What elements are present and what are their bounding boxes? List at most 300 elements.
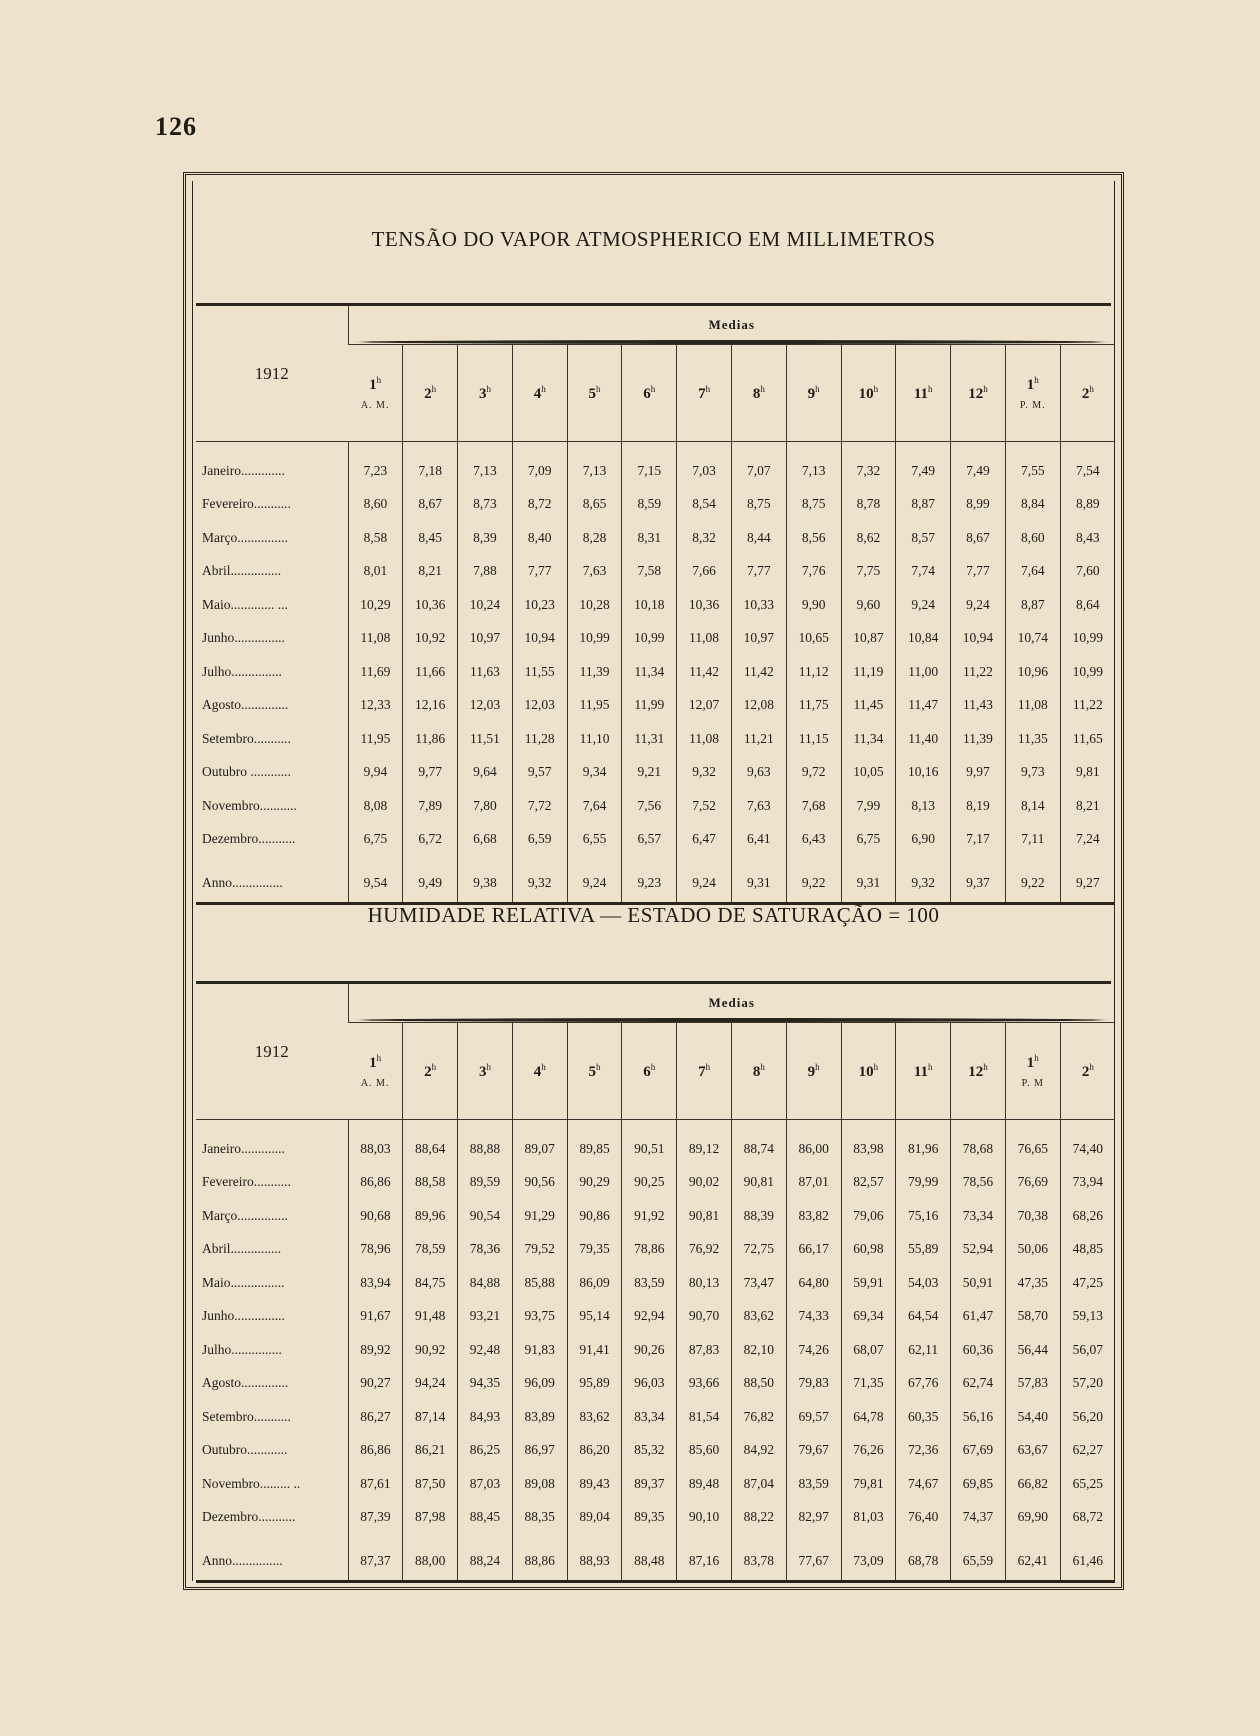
value-cell: 89,04 xyxy=(567,1501,622,1535)
value-cell: 58,70 xyxy=(1005,1300,1060,1334)
value-cell: 90,81 xyxy=(731,1166,786,1200)
value-cell: 11,08 xyxy=(677,722,732,756)
value-cell: 8,75 xyxy=(731,488,786,522)
hour-header xyxy=(512,345,567,442)
value-cell: 11,55 xyxy=(512,655,567,689)
value-cell: 7,18 xyxy=(403,454,458,488)
value-cell: 6,90 xyxy=(896,823,951,857)
value-cell: 83,62 xyxy=(567,1400,622,1434)
medias-brace xyxy=(355,1018,1110,1022)
value-cell: 10,33 xyxy=(731,588,786,622)
value-cell: 55,89 xyxy=(896,1233,951,1267)
value-cell: 12,08 xyxy=(731,689,786,723)
value-cell: 10,29 xyxy=(348,588,403,622)
value-cell: 50,06 xyxy=(1005,1233,1060,1267)
value-cell: 9,90 xyxy=(786,588,841,622)
hour-suffix: h xyxy=(873,383,879,394)
table-row xyxy=(196,622,1115,656)
value-cell: 8,01 xyxy=(348,555,403,589)
vapor-body xyxy=(196,442,1115,904)
value-cell: 9,77 xyxy=(403,756,458,790)
hour-number: 12 xyxy=(968,385,984,402)
value-cell: 9,32 xyxy=(896,866,951,904)
hour-header xyxy=(677,345,732,442)
hour-header xyxy=(567,345,622,442)
hour-header xyxy=(841,1023,896,1120)
row-label: Julho............... xyxy=(202,1341,282,1357)
value-cell: 62,11 xyxy=(896,1333,951,1367)
value-cell: 87,14 xyxy=(403,1400,458,1434)
value-cell: 8,45 xyxy=(403,521,458,555)
value-cell: 88,24 xyxy=(458,1544,513,1582)
hour-number: 5 xyxy=(588,385,597,402)
value-cell: 9,57 xyxy=(512,756,567,790)
value-cell: 11,99 xyxy=(622,689,677,723)
value-cell: 11,51 xyxy=(458,722,513,756)
value-cell: 90,86 xyxy=(567,1199,622,1233)
value-cell: 91,67 xyxy=(348,1300,403,1334)
value-cell: 8,43 xyxy=(1060,521,1115,555)
hour-number: 6 xyxy=(643,385,651,402)
value-cell: 7,23 xyxy=(348,454,403,488)
value-cell: 85,32 xyxy=(622,1434,677,1468)
value-cell: 72,75 xyxy=(731,1233,786,1267)
row-label: Março............... xyxy=(202,529,288,545)
table-row xyxy=(196,555,1115,589)
value-cell: 89,43 xyxy=(567,1467,622,1501)
value-cell: 10,92 xyxy=(403,622,458,656)
value-cell: 47,35 xyxy=(1005,1266,1060,1300)
value-cell: 7,77 xyxy=(951,555,1006,589)
value-cell: 75,16 xyxy=(896,1199,951,1233)
value-cell: 64,78 xyxy=(841,1400,896,1434)
value-cell: 9,21 xyxy=(622,756,677,790)
value-cell: 88,22 xyxy=(731,1501,786,1535)
value-cell: 9,32 xyxy=(512,866,567,904)
value-cell: 87,04 xyxy=(731,1467,786,1501)
value-cell: 56,44 xyxy=(1005,1333,1060,1367)
value-cell: 88,74 xyxy=(731,1132,786,1166)
value-cell: 6,75 xyxy=(348,823,403,857)
value-cell: 8,19 xyxy=(951,789,1006,823)
value-cell: 11,31 xyxy=(622,722,677,756)
hour-header xyxy=(1005,345,1060,442)
value-cell: 10,74 xyxy=(1005,622,1060,656)
value-cell: 9,24 xyxy=(567,866,622,904)
value-cell: 91,92 xyxy=(622,1199,677,1233)
row-label: Outubro ............ xyxy=(202,764,291,780)
value-cell: 83,59 xyxy=(786,1467,841,1501)
hour-header xyxy=(622,345,677,442)
value-cell: 7,49 xyxy=(951,454,1006,488)
hour-number: 10 xyxy=(858,1063,874,1080)
value-cell: 63,67 xyxy=(1005,1434,1060,1468)
value-cell: 67,69 xyxy=(951,1434,1006,1468)
value-cell: 86,86 xyxy=(348,1166,403,1200)
hour-suffix: h xyxy=(815,383,820,394)
row-label: Junho............... xyxy=(202,630,285,646)
value-cell: 56,16 xyxy=(951,1400,1006,1434)
value-cell: 83,34 xyxy=(622,1400,677,1434)
hour-suffix: h xyxy=(815,1061,820,1072)
value-cell: 87,83 xyxy=(677,1333,732,1367)
hour-suffix: h xyxy=(928,1061,933,1072)
value-cell: 11,66 xyxy=(403,655,458,689)
hour-suffix: h xyxy=(650,1061,656,1072)
value-cell: 7,52 xyxy=(677,789,732,823)
value-cell: 76,69 xyxy=(1005,1166,1060,1200)
row-label: Setembro........... xyxy=(202,1408,291,1424)
value-cell: 90,10 xyxy=(677,1501,732,1535)
value-cell: 10,94 xyxy=(951,622,1006,656)
year-header: 1912 xyxy=(196,984,348,1120)
value-cell: 79,83 xyxy=(786,1367,841,1401)
hour-header xyxy=(458,345,513,442)
value-cell: 89,08 xyxy=(512,1467,567,1501)
medias-brace xyxy=(355,340,1110,344)
value-cell: 74,67 xyxy=(896,1467,951,1501)
table-title-vapor: TENSÃO DO VAPOR ATMOSPHERICO EM MILLIMETROS xyxy=(371,227,936,251)
value-cell: 90,92 xyxy=(403,1333,458,1367)
row-label: Janeiro............. xyxy=(202,1140,285,1156)
value-cell: 78,96 xyxy=(348,1233,403,1267)
value-cell: 6,72 xyxy=(403,823,458,857)
hour-suffix: h xyxy=(541,1061,546,1072)
value-cell: 10,99 xyxy=(1060,622,1115,656)
value-cell: 11,86 xyxy=(403,722,458,756)
value-cell: 7,32 xyxy=(841,454,896,488)
table-row xyxy=(196,1132,1115,1166)
value-cell: 89,59 xyxy=(458,1166,513,1200)
value-cell: 92,48 xyxy=(458,1333,513,1367)
value-cell: 8,44 xyxy=(731,521,786,555)
value-cell: 94,24 xyxy=(403,1367,458,1401)
value-cell: 6,75 xyxy=(841,823,896,857)
value-cell: 8,87 xyxy=(896,488,951,522)
value-cell: 83,98 xyxy=(841,1132,896,1166)
value-cell: 8,39 xyxy=(458,521,513,555)
value-cell: 88,88 xyxy=(458,1132,513,1166)
value-cell: 79,35 xyxy=(567,1233,622,1267)
value-cell: 81,03 xyxy=(841,1501,896,1535)
row-label: Outubro............ xyxy=(202,1442,288,1458)
value-cell: 7,68 xyxy=(786,789,841,823)
value-cell: 90,26 xyxy=(622,1333,677,1367)
row-label: Dezembro........... xyxy=(202,831,296,847)
value-cell: 86,21 xyxy=(403,1434,458,1468)
value-cell: 8,40 xyxy=(512,521,567,555)
hour-number: 7 xyxy=(698,1063,706,1080)
value-cell: 88,93 xyxy=(567,1544,622,1582)
value-cell: 90,51 xyxy=(622,1132,677,1166)
value-cell: 7,58 xyxy=(622,555,677,589)
hour-header xyxy=(1060,1023,1115,1120)
value-cell: 7,64 xyxy=(567,789,622,823)
value-cell: 9,32 xyxy=(677,756,732,790)
value-cell: 81,96 xyxy=(896,1132,951,1166)
value-cell: 80,13 xyxy=(677,1266,732,1300)
value-cell: 88,35 xyxy=(512,1501,567,1535)
value-cell: 6,41 xyxy=(731,823,786,857)
value-cell: 11,75 xyxy=(786,689,841,723)
hour-number: 11 xyxy=(913,385,929,402)
hour-suffix: h xyxy=(486,383,491,394)
hour-number: 12 xyxy=(968,1063,984,1080)
value-cell: 11,08 xyxy=(677,622,732,656)
value-cell: 86,20 xyxy=(567,1434,622,1468)
value-cell: 78,36 xyxy=(458,1233,513,1267)
table-title-humidity: HUMIDADE RELATIVA — ESTADO DE SATURAÇÃO = 100 xyxy=(367,903,940,927)
value-cell: 69,57 xyxy=(786,1400,841,1434)
value-cell: 9,72 xyxy=(786,756,841,790)
value-cell: 87,61 xyxy=(348,1467,403,1501)
hour-header xyxy=(348,345,403,442)
value-cell: 7,77 xyxy=(731,555,786,589)
value-cell: 95,14 xyxy=(567,1300,622,1334)
value-cell: 8,32 xyxy=(677,521,732,555)
value-cell: 82,10 xyxy=(731,1333,786,1367)
value-cell: 10,97 xyxy=(458,622,513,656)
value-cell: 7,07 xyxy=(731,454,786,488)
value-cell: 67,76 xyxy=(896,1367,951,1401)
hour-suffix: h xyxy=(928,383,933,394)
value-cell: 79,06 xyxy=(841,1199,896,1233)
table-row xyxy=(196,1166,1115,1200)
value-cell: 84,88 xyxy=(458,1266,513,1300)
value-cell: 7,13 xyxy=(786,454,841,488)
hour-suffix: h xyxy=(1089,383,1094,394)
value-cell: 54,03 xyxy=(896,1266,951,1300)
value-cell: 6,68 xyxy=(458,823,513,857)
value-cell: 50,91 xyxy=(951,1266,1006,1300)
value-cell: 83,78 xyxy=(731,1544,786,1582)
value-cell: 66,82 xyxy=(1005,1467,1060,1501)
value-cell: 10,87 xyxy=(841,622,896,656)
hour-number: 1 xyxy=(369,377,377,393)
value-cell: 88,58 xyxy=(403,1166,458,1200)
value-cell: 7,54 xyxy=(1060,454,1115,488)
value-cell: 7,09 xyxy=(512,454,567,488)
value-cell: 82,97 xyxy=(786,1501,841,1535)
value-cell: 86,97 xyxy=(512,1434,567,1468)
page-frame xyxy=(183,172,1124,1590)
value-cell: 10,97 xyxy=(731,622,786,656)
value-cell: 83,59 xyxy=(622,1266,677,1300)
value-cell: 87,50 xyxy=(403,1467,458,1501)
value-cell: 62,27 xyxy=(1060,1434,1115,1468)
row-label: Fevereiro........... xyxy=(202,1174,291,1190)
hour-suffix: h xyxy=(760,1061,765,1072)
value-cell: 9,37 xyxy=(951,866,1006,904)
value-cell: 89,85 xyxy=(567,1132,622,1166)
table-row xyxy=(196,521,1115,555)
value-cell: 96,03 xyxy=(622,1367,677,1401)
value-cell: 11,43 xyxy=(951,689,1006,723)
table-row xyxy=(196,1434,1115,1468)
value-cell: 88,50 xyxy=(731,1367,786,1401)
value-cell: 9,24 xyxy=(951,588,1006,622)
value-cell: 84,92 xyxy=(731,1434,786,1468)
meridiem-label: P. M xyxy=(1021,1078,1044,1089)
value-cell: 65,25 xyxy=(1060,1467,1115,1501)
value-cell: 11,10 xyxy=(567,722,622,756)
hour-suffix: h xyxy=(705,383,711,394)
hour-number: 4 xyxy=(533,1063,542,1080)
hour-suffix: h xyxy=(541,383,546,394)
value-cell: 9,81 xyxy=(1060,756,1115,790)
value-cell: 7,77 xyxy=(512,555,567,589)
value-cell: 79,99 xyxy=(896,1166,951,1200)
value-cell: 10,84 xyxy=(896,622,951,656)
row-label: Fevereiro........... xyxy=(202,496,291,512)
value-cell: 62,41 xyxy=(1005,1544,1060,1582)
hour-suffix: h xyxy=(1034,1053,1039,1063)
value-cell: 11,08 xyxy=(1005,689,1060,723)
value-cell: 11,42 xyxy=(677,655,732,689)
value-cell: 8,54 xyxy=(677,488,732,522)
value-cell: 57,83 xyxy=(1005,1367,1060,1401)
value-cell: 69,34 xyxy=(841,1300,896,1334)
value-cell: 85,60 xyxy=(677,1434,732,1468)
table-row xyxy=(196,689,1115,723)
value-cell: 8,64 xyxy=(1060,588,1115,622)
hour-header xyxy=(622,1023,677,1120)
value-cell: 88,00 xyxy=(403,1544,458,1582)
value-cell: 87,98 xyxy=(403,1501,458,1535)
value-cell: 9,73 xyxy=(1005,756,1060,790)
value-cell: 66,17 xyxy=(786,1233,841,1267)
value-cell: 8,89 xyxy=(1060,488,1115,522)
value-cell: 7,99 xyxy=(841,789,896,823)
value-cell: 87,39 xyxy=(348,1501,403,1535)
value-cell: 8,21 xyxy=(403,555,458,589)
value-cell: 69,90 xyxy=(1005,1501,1060,1535)
value-cell: 78,68 xyxy=(951,1132,1006,1166)
value-cell: 57,20 xyxy=(1060,1367,1115,1401)
table-row xyxy=(196,823,1115,857)
value-cell: 8,87 xyxy=(1005,588,1060,622)
value-cell: 88,86 xyxy=(512,1544,567,1582)
value-cell: 79,52 xyxy=(512,1233,567,1267)
value-cell: 11,28 xyxy=(512,722,567,756)
value-cell: 72,36 xyxy=(896,1434,951,1468)
value-cell: 12,03 xyxy=(458,689,513,723)
value-cell: 69,85 xyxy=(951,1467,1006,1501)
table-row xyxy=(196,1400,1115,1434)
meridiem-label: A. M. xyxy=(360,1078,390,1089)
hour-number: 1 xyxy=(369,1055,377,1071)
value-cell: 9,94 xyxy=(348,756,403,790)
value-cell: 56,20 xyxy=(1060,1400,1115,1434)
value-cell: 73,34 xyxy=(951,1199,1006,1233)
value-cell: 12,07 xyxy=(677,689,732,723)
hour-number: 8 xyxy=(752,1063,761,1080)
value-cell: 11,21 xyxy=(731,722,786,756)
value-cell: 90,81 xyxy=(677,1199,732,1233)
value-cell: 11,00 xyxy=(896,655,951,689)
value-cell: 7,49 xyxy=(896,454,951,488)
row-label: Maio............. ... xyxy=(202,596,288,612)
value-cell: 89,12 xyxy=(677,1132,732,1166)
value-cell: 7,56 xyxy=(622,789,677,823)
row-label: Anno............... xyxy=(196,1544,348,1582)
value-cell: 74,26 xyxy=(786,1333,841,1367)
value-cell: 10,05 xyxy=(841,756,896,790)
value-cell: 11,63 xyxy=(458,655,513,689)
value-cell: 90,29 xyxy=(567,1166,622,1200)
value-cell: 11,08 xyxy=(348,622,403,656)
value-cell: 48,85 xyxy=(1060,1233,1115,1267)
value-cell: 8,84 xyxy=(1005,488,1060,522)
hour-header xyxy=(1060,345,1115,442)
hour-header xyxy=(731,345,786,442)
value-cell: 73,94 xyxy=(1060,1166,1115,1200)
value-cell: 11,95 xyxy=(348,722,403,756)
value-cell: 8,59 xyxy=(622,488,677,522)
value-cell: 10,24 xyxy=(458,588,513,622)
value-cell: 9,31 xyxy=(841,866,896,904)
value-cell: 8,57 xyxy=(896,521,951,555)
meridiem-label: A. M. xyxy=(360,400,390,411)
annual-row xyxy=(196,1544,1115,1582)
value-cell: 60,35 xyxy=(896,1400,951,1434)
hour-header xyxy=(403,1023,458,1120)
value-cell: 9,97 xyxy=(951,756,1006,790)
value-cell: 8,28 xyxy=(567,521,622,555)
hour-number: 1 xyxy=(1026,1055,1035,1071)
value-cell: 73,47 xyxy=(731,1266,786,1300)
medias-label: Medias xyxy=(708,317,755,332)
page-number: 126 xyxy=(155,112,197,141)
value-cell: 89,96 xyxy=(403,1199,458,1233)
hour-header xyxy=(403,345,458,442)
value-cell: 89,92 xyxy=(348,1333,403,1367)
table-row xyxy=(196,1467,1115,1501)
value-cell: 11,39 xyxy=(567,655,622,689)
value-cell: 82,57 xyxy=(841,1166,896,1200)
value-cell: 8,67 xyxy=(951,521,1006,555)
value-cell: 90,54 xyxy=(458,1199,513,1233)
hour-header xyxy=(512,1023,567,1120)
value-cell: 90,27 xyxy=(348,1367,403,1401)
hour-suffix: h xyxy=(1034,375,1039,385)
value-cell: 8,99 xyxy=(951,488,1006,522)
hour-suffix: h xyxy=(486,1061,491,1072)
hour-suffix: h xyxy=(596,383,601,394)
hour-suffix: h xyxy=(983,1061,988,1072)
value-cell: 9,54 xyxy=(348,866,403,904)
value-cell: 87,01 xyxy=(786,1166,841,1200)
value-cell: 91,48 xyxy=(403,1300,458,1334)
hour-number: 2 xyxy=(1081,385,1090,402)
hour-header xyxy=(677,1023,732,1120)
value-cell: 9,60 xyxy=(841,588,896,622)
value-cell: 11,12 xyxy=(786,655,841,689)
value-cell: 62,74 xyxy=(951,1367,1006,1401)
value-cell: 7,17 xyxy=(951,823,1006,857)
value-cell: 7,88 xyxy=(458,555,513,589)
value-cell: 83,94 xyxy=(348,1266,403,1300)
value-cell: 10,36 xyxy=(677,588,732,622)
value-cell: 86,86 xyxy=(348,1434,403,1468)
value-cell: 6,55 xyxy=(567,823,622,857)
value-cell: 95,89 xyxy=(567,1367,622,1401)
meridiem-label: P. M. xyxy=(1019,400,1046,411)
value-cell: 10,23 xyxy=(512,588,567,622)
value-cell: 86,00 xyxy=(786,1132,841,1166)
value-cell: 8,56 xyxy=(786,521,841,555)
value-cell: 83,89 xyxy=(512,1400,567,1434)
